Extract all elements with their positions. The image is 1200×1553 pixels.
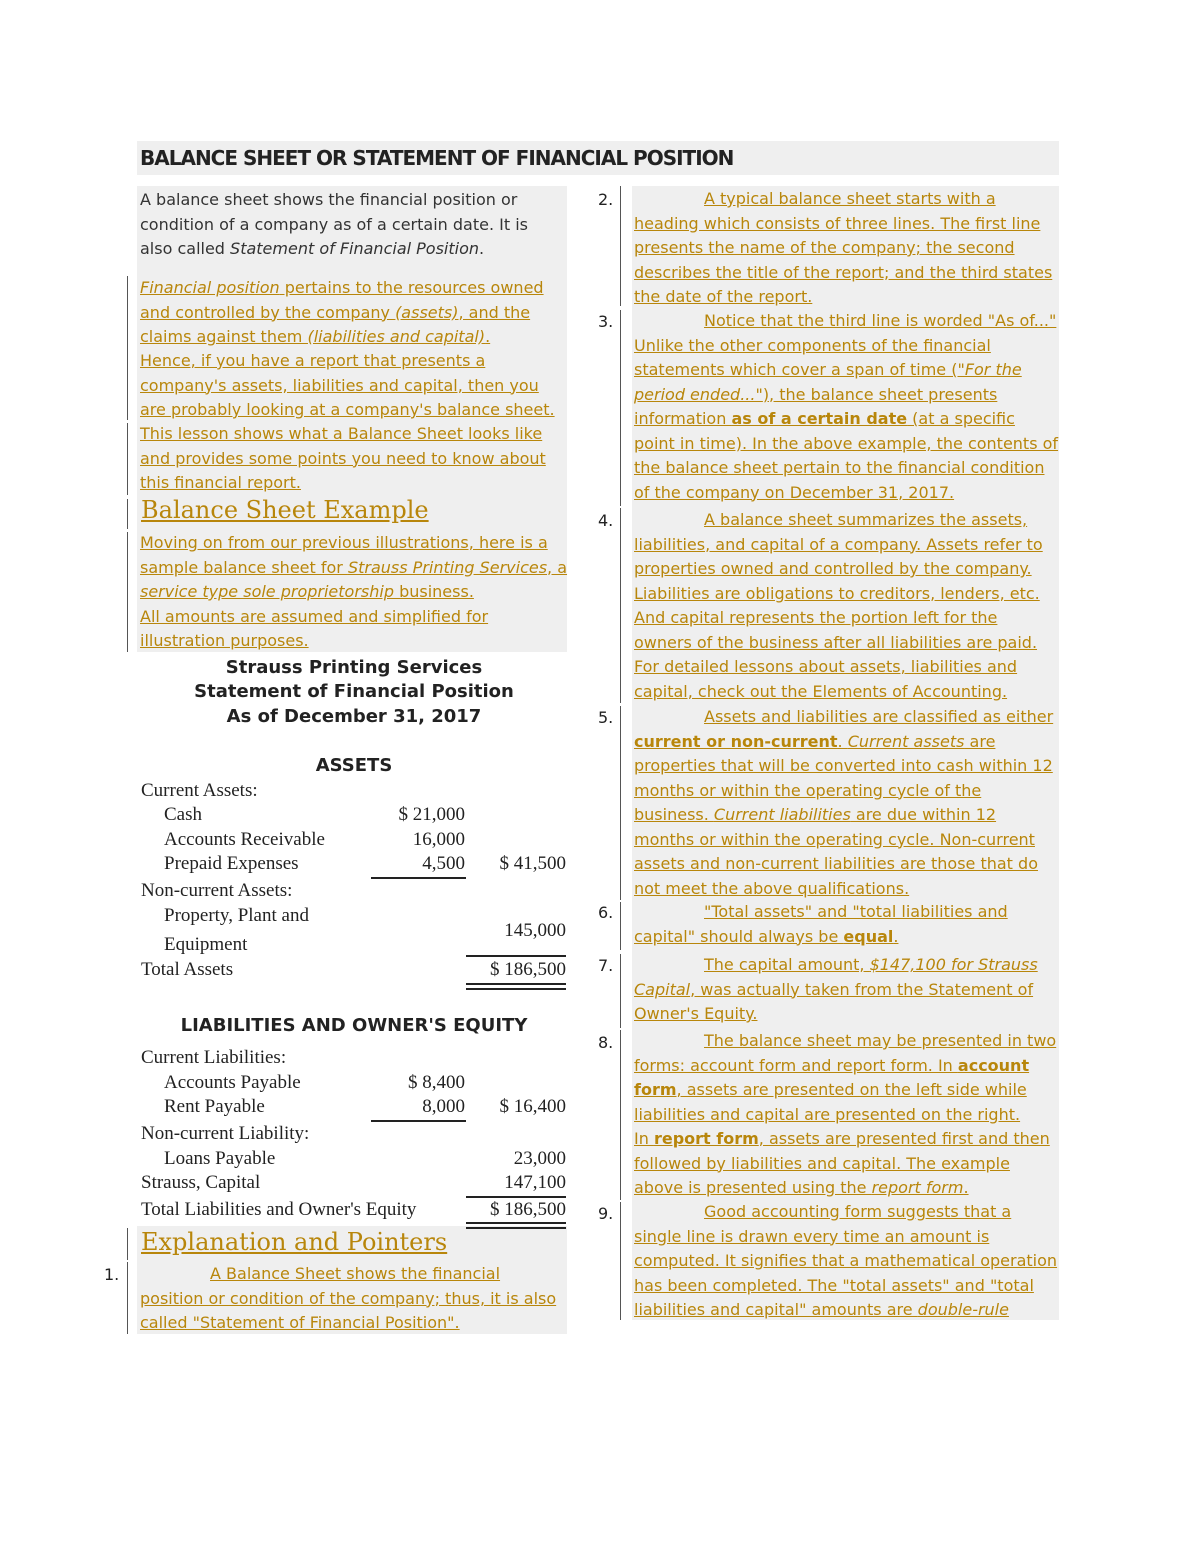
point-number: 3. — [598, 312, 614, 331]
prepaid-row: Prepaid Expenses 4,500 $ 41,500 — [164, 853, 566, 874]
noncurrent-liability-row: Non-current Liability: — [141, 1123, 310, 1144]
margin-bar — [127, 276, 128, 350]
point-number: 1. — [104, 1265, 120, 1284]
rent-row: Rent Payable 8,000 $ 16,400 — [164, 1096, 566, 1117]
margin-bar — [620, 310, 621, 506]
ppe-value-row: 145,000 — [504, 920, 566, 941]
point-2-text: A typical balance sheet starts with a heading which consists of three lines. The first line presents the name of the company; the second describes the title of the report; and the third states the date of the report. — [634, 189, 1053, 306]
point-6-text: "Total assets" and "total liabilities and capital" should always be equal. — [634, 902, 1008, 946]
margin-bar — [620, 902, 621, 950]
example-heading: Balance Sheet Example — [141, 496, 429, 524]
margin-bar — [127, 423, 128, 495]
margin-bar — [127, 1262, 128, 1334]
margin-bar — [127, 350, 128, 420]
ar-row: Accounts Receivable 16,000 — [164, 829, 465, 850]
hence-paragraph: Hence, if you have a report that presents a company's assets, liabilities and capital, then you are probably looking at a company's balance sheet. — [140, 351, 555, 419]
statement-date: As of December 31, 2017 — [226, 706, 482, 727]
point-number: 4. — [598, 511, 614, 530]
margin-bar — [620, 1030, 621, 1200]
margin-bar — [620, 1202, 621, 1320]
page-title: BALANCE SHEET OR STATEMENT OF FINANCIAL POSITION — [140, 146, 734, 170]
current-liabilities-row: Current Liabilities: — [141, 1047, 287, 1068]
point-number: 5. — [598, 708, 614, 727]
double-rule-2 — [466, 1227, 566, 1229]
margin-bar — [620, 508, 621, 703]
current-assets-row: Current Assets: — [141, 780, 258, 801]
point-number: 2. — [598, 190, 614, 209]
ap-row: Accounts Payable $ 8,400 — [164, 1072, 465, 1093]
total-assets-row: Total Assets $ 186,500 — [141, 959, 566, 980]
subtotal-rule — [371, 877, 466, 879]
margin-bar — [127, 532, 128, 652]
loans-row: Loans Payable 23,000 — [164, 1148, 566, 1169]
point-5-text: Assets and liabilities are classified as either current or non-current. Current assets are properties that will be converted into cash within 12 months or within the operating cycle of the business. Current liabilities are due within 12 months or within the operating cycle. Non-current assets and non-current liabilities are those that do not meet the above qualifications. — [634, 707, 1054, 898]
ppe-row-2: Equipment — [164, 934, 248, 955]
margin-bar — [127, 1228, 128, 1260]
double-rule-1 — [466, 983, 566, 985]
capital-row: Strauss, Capital 147,100 — [141, 1172, 566, 1193]
liabilities-title: LIABILITIES AND OWNER'S EQUITY — [180, 1015, 528, 1036]
point-number: 8. — [598, 1033, 614, 1052]
subtotal-rule — [371, 1120, 466, 1122]
point-7-text: The capital amount, $147,100 for Strauss Capital, was actually taken from the Statement of Owner's Equity. — [634, 955, 1038, 1023]
point-3-text: Notice that the third line is worded "As of..." Unlike the other components of the financial statements which cover a span of time ("For the period ended..."), the balance sheet presents information as of a certain date (at a specific point in time). In the above example, the contents of the balance sheet pertain to the financial condition of the company on December 31, 2017. — [634, 311, 1059, 502]
intro-paragraph: A balance sheet shows the financial position or condition of a company as of a certain date. It is also called Statement of Financial Position. — [140, 190, 528, 258]
explanation-heading: Explanation and Pointers — [141, 1228, 448, 1256]
example-paragraph: Moving on from our previous illustrations, here is a sample balance sheet for Strauss Printing Services, a service type sole proprietorship business. All amounts are assumed and simplified for illustration purposes. — [140, 533, 568, 650]
point-number: 6. — [598, 903, 614, 922]
financial-position-paragraph: Financial position pertains to the resources owned and controlled by the company (assets), and the claims against them (liabilities and capital). — [140, 278, 544, 346]
assets-title: ASSETS — [315, 755, 393, 776]
total-rule-top — [466, 955, 566, 957]
ppe-row: Property, Plant and — [164, 905, 309, 926]
lesson-paragraph: This lesson shows what a Balance Sheet looks like and provides some points you need to know about this financial report. — [140, 424, 546, 492]
point-4-text: A balance sheet summarizes the assets, liabilities, and capital of a company. Assets refer to properties owned and controlled by the company. Liabilities are obligations to creditors, lenders, etc. And capital represents the portion left for the owners of the business after all liabilities are paid. For detailed lessons about assets, liabilities and capital, check out the Elements of Accounting. — [634, 510, 1043, 701]
total-le-row: Total Liabilities and Owner's Equity $ 186,500 — [141, 1199, 566, 1220]
double-rule-2 — [466, 988, 566, 990]
point-number: 9. — [598, 1204, 614, 1223]
margin-bar — [620, 954, 621, 1028]
noncurrent-assets-row: Non-current Assets: — [141, 880, 293, 901]
total-rule-top — [466, 1196, 566, 1198]
point-9-text: Good accounting form suggests that a single line is drawn every time an amount is computed. It signifies that a mathematical operation has been completed. The "total assets" and "total liabilities and capital" amounts are double-rule — [634, 1202, 1058, 1319]
double-rule-1 — [466, 1222, 566, 1224]
margin-bar — [127, 499, 128, 529]
statement-title: Statement of Financial Position — [194, 681, 514, 702]
cash-row: Cash $ 21,000 — [164, 804, 465, 825]
margin-bar — [620, 186, 621, 306]
point-number: 7. — [598, 956, 614, 975]
statement-company: Strauss Printing Services — [225, 657, 483, 678]
margin-bar — [620, 706, 621, 900]
point-1-text: A Balance Sheet shows the financial position or condition of the company; thus, it is also called "Statement of Financial Position". — [140, 1264, 557, 1332]
point-8-text: The balance sheet may be presented in two forms: account form and report form. In account form, assets are presented on the left side while liabilities and capital are presented on the right. In report form, assets are presented first and then followed by liabilities and capital. The example above is presented using the report form. — [634, 1031, 1057, 1197]
